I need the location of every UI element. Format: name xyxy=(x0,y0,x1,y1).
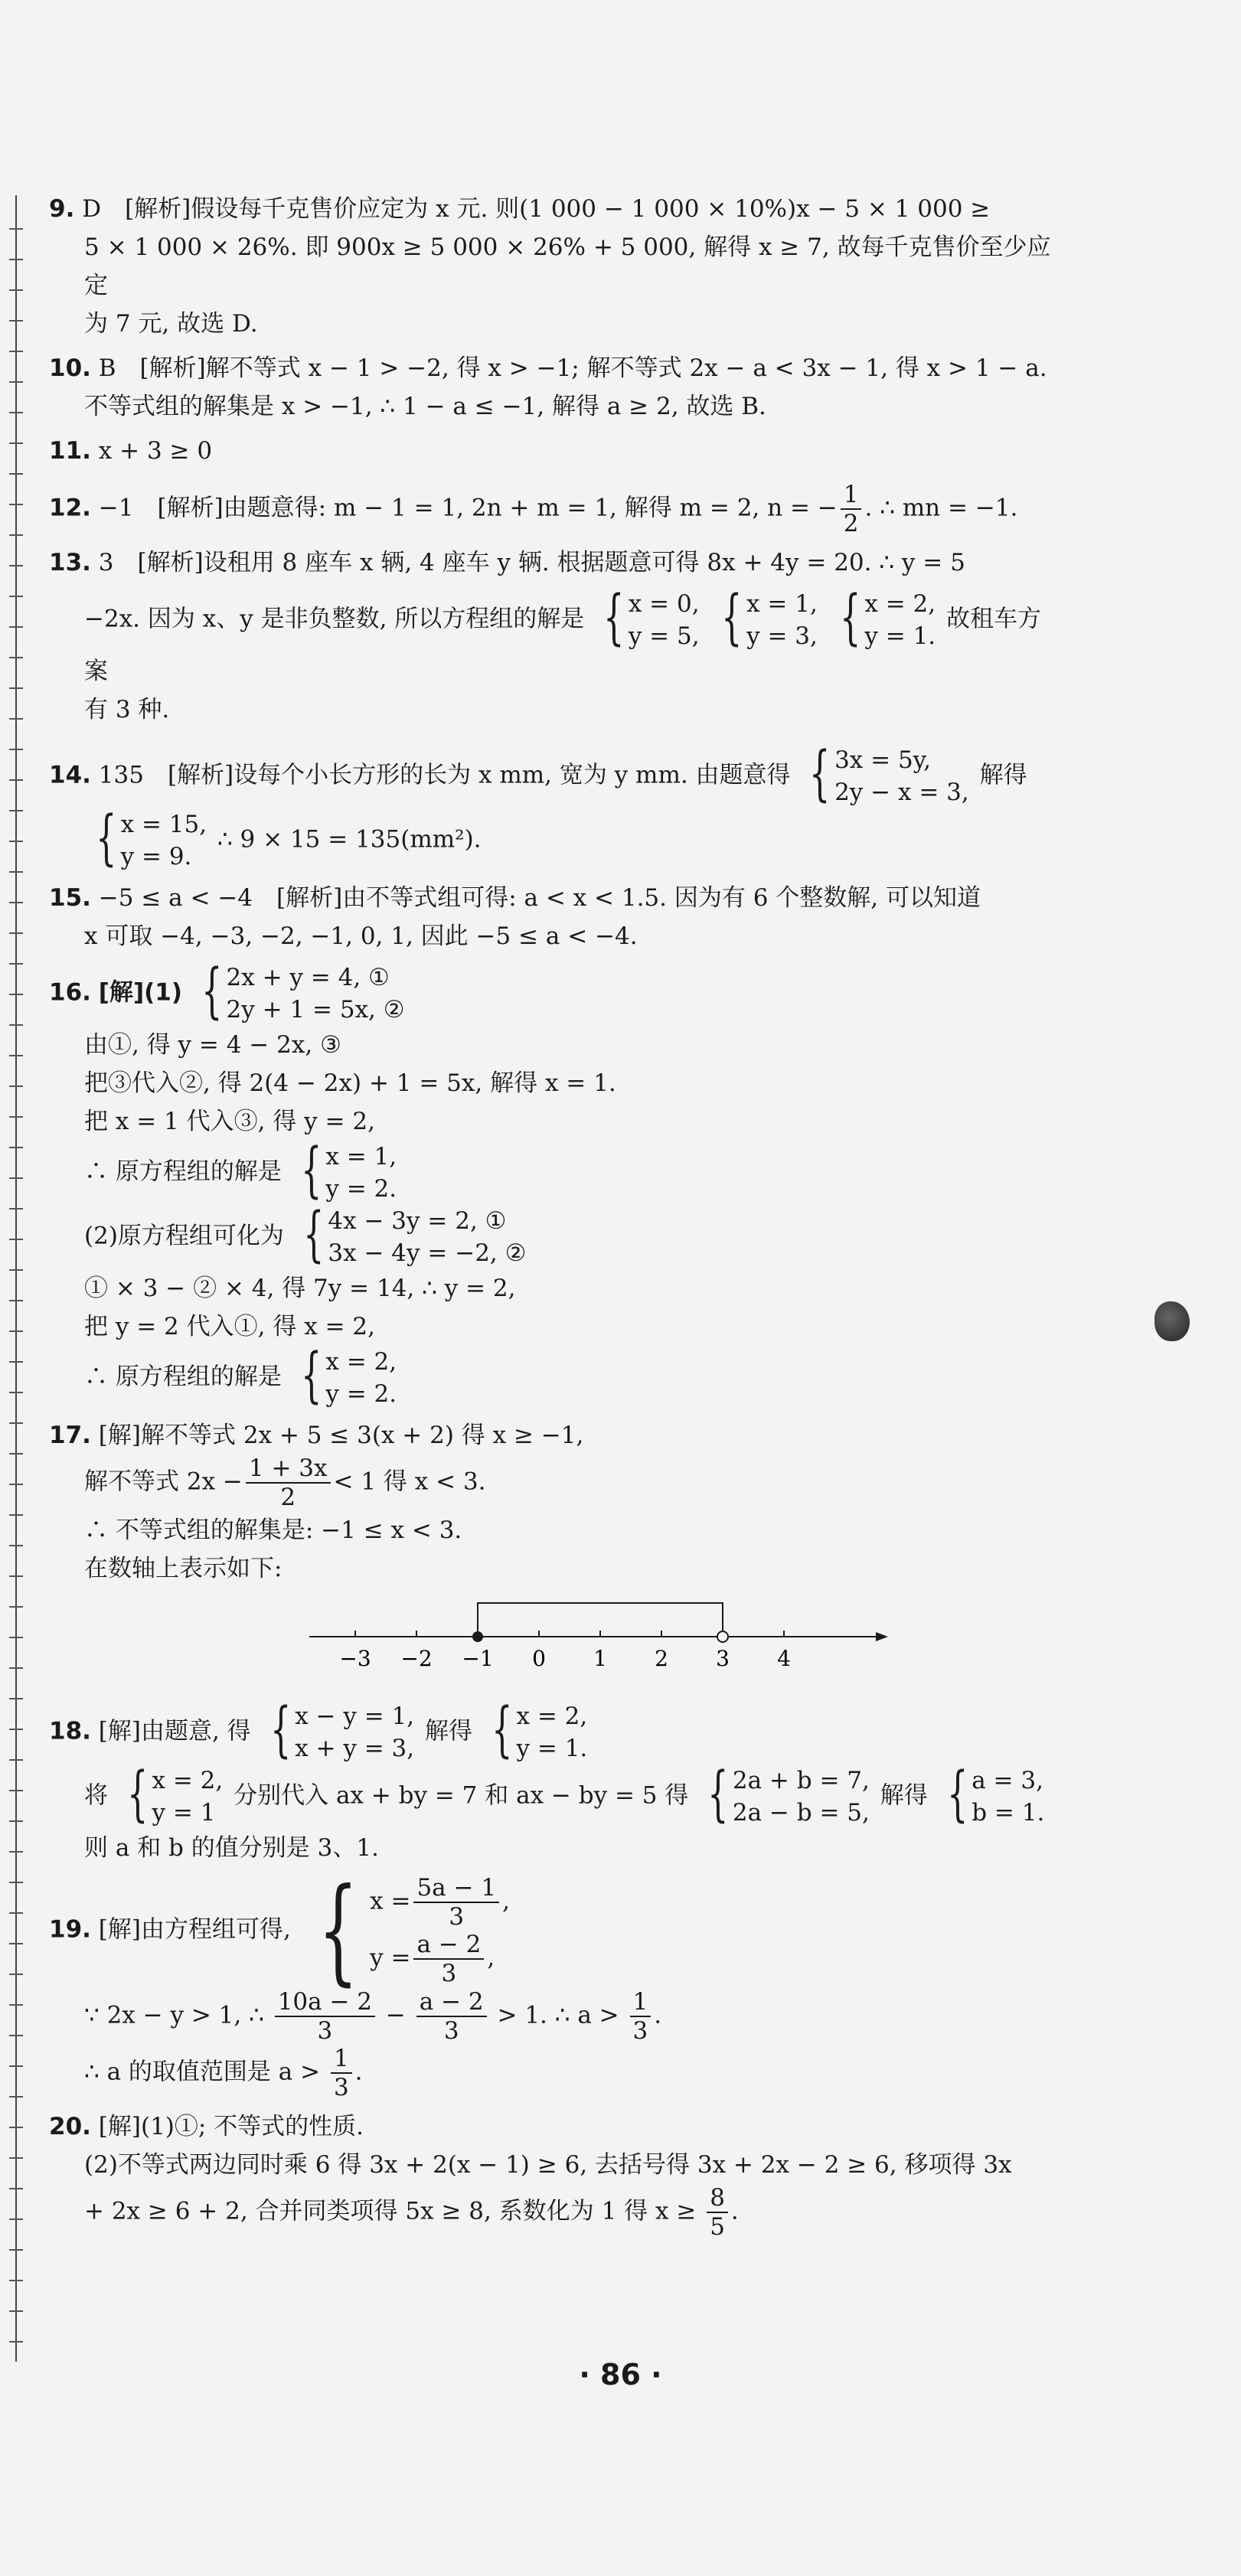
fraction: $\frac{1}{2}$ xyxy=(841,481,862,537)
equation-system: { 2x + y = 4, ① 2y + 1 = 5x, ② xyxy=(201,957,405,1026)
answer-19: 19. [解]由方程组可得, { x = $\frac{5a - 1}{3}$ , y = $\frac{a - 2}{3}$ , ∵ 2x − y > 1, ∴ $\frac{10a - 2}{3}$ − $\frac{a - 2}{3}$ > 1. ∴ a > $\frac{1}{3}$ . ∴ a 的取值范围是 a > $\frac{1}{3}$ . xyxy=(49,1864,662,2101)
number-line-tick-label: 4 xyxy=(777,1646,791,1671)
equation-system: { 4x − 3y = 2, ① 3x − 4y = −2, ② xyxy=(302,1200,527,1269)
equation-system: { x = $\frac{5a - 1}{3}$ , y = $\frac{a - 2}{3}$ , xyxy=(318,1864,510,1997)
answer-16: 16. [解](1) { 2x + y = 4, ① 2y + 1 = 5x, ② 由①, 得 y = 4 − 2x, ③ 把③代入②, 得 2(4 − 2x) + 1 = 5x, 解得 x = 1. 把 x = 1 代入③, 得 y = 2, ∴ 原方程组的解是 { x = 1, y = 2. (2)原方程组可化为 { 4x − 3y = 2, ① 3x − 4y = −2, ② ① × 3 − ② × 4, 得 7y = 14, ∴ y = 2, 把 y = 2 代入①, 得 x = 2, ∴ 原方程组的解是 { x = 2, y = 2. xyxy=(49,957,616,1410)
equation-system: { x − y = 1, x + y = 3, xyxy=(269,1696,415,1765)
equation-system: { x = 2, y = 1 xyxy=(127,1760,224,1829)
equation-system: { x = 0, y = 5, xyxy=(603,583,700,652)
answer-20: 20. [解](1)①; 不等式的性质. (2)不等式两边同时乘 6 得 3x + 2(x − 1) ≥ 6, 去括号得 3x + 2x − 2 ≥ 6, 移项得 3x + 2x ≥ 6 + 2, 合并同类项得 5x ≥ 8, 系数化为 1 得 x ≥ $\frac{8}{5}$ . xyxy=(49,2113,1012,2241)
equation-system: { x = 1, y = 2. xyxy=(300,1136,397,1205)
number-line-tick-label: −1 xyxy=(462,1646,494,1671)
ink-smudge xyxy=(1154,1301,1190,1341)
number-line xyxy=(309,1591,891,1683)
answer-11: 11. x + 3 ≥ 0 xyxy=(49,437,213,465)
equation-system: { x = 1, y = 3, xyxy=(721,583,818,652)
fraction: $\frac{1}{3}$ xyxy=(630,1988,652,2045)
closed-endpoint xyxy=(472,1631,483,1642)
answer-9: 9. D [解析]假设每千克售价应定为 x 元. 则(1 000 − 1 000 × 10%)x − 5 × 1 000 ≥ 5 × 1 000 × 26%. 即 900x ≥ 5 000 × 26% + 5 000, 解得 x ≥ 7, 故每千克售价至少应定 为 7 元, 故选 D. xyxy=(49,195,1051,338)
number-line-tick-label: 2 xyxy=(655,1646,668,1671)
equation-system: { x = 2, y = 1. xyxy=(492,1696,588,1765)
equation-system: { x = 15, y = 9. xyxy=(96,804,207,873)
binding-margin-ticks xyxy=(9,199,23,2358)
answer-18: 18. [解]由题意, 得 { x − y = 1, x + y = 3, 解得 { x = 2, y = 1. 将 { x = 2, y = 1 分别代入 ax + by = 7 和 ax − by = 5 得 { 2a + b = 7, 2a − b = 5, 解得 { a = 3, b = 1. 则 a 和 b 的值分别是 3、1. xyxy=(49,1696,1045,1862)
fraction: $\frac{a - 2}{3}$ xyxy=(413,1931,484,1987)
number-line-tick-label: 1 xyxy=(593,1646,607,1671)
answer-10: 10. B [解析]解不等式 x − 1 > −2, 得 x > −1; 解不等式 2x − a < 3x − 1, 得 x > 1 − a. 不等式组的解集是 x > −1, ∴ 1 − a ≤ −1, 解得 a ≥ 2, 故选 B. xyxy=(49,354,1047,420)
equation-system: { 3x = 5y, 2y − x = 3, xyxy=(809,739,969,808)
fraction: $\frac{10a - 2}{3}$ xyxy=(275,1988,375,2045)
equation-system: { x = 2, y = 1. xyxy=(839,583,936,652)
answer-14: 14. 135 [解析]设每个小长方形的长为 x mm, 宽为 y mm. 由题意得 { 3x = 5y, 2y − x = 3, 解得 { x = 15, y = 9. ∴ 9 × 15 = 135(mm²). xyxy=(49,739,1027,873)
answer-15: 15. −5 ≤ a < −4 [解析]由不等式组可得: a < x < 1.5. 因为有 6 个整数解, 可以知道 x 可取 −4, −3, −2, −1, 0, 1, 因此 −5 ≤ a < −4. xyxy=(49,884,981,950)
fraction: $\frac{8}{5}$ xyxy=(707,2184,728,2241)
answer-13: 13. 3 [解析]设租用 8 座车 x 辆, 4 座车 y 辆. 根据题意可得 8x + 4y = 20. ∴ y = 5 −2x. 因为 x、y 是非负整数, 所以方程组的解是 { x = 0, y = 5, { x = 1, y = 3, { x = 2, y = 1. 故租车方案 有 3 种. xyxy=(49,549,1042,723)
number-line-tick-label: 3 xyxy=(716,1646,730,1671)
equation-system: { x = 2, y = 2. xyxy=(300,1341,397,1410)
fraction: $\frac{a - 2}{3}$ xyxy=(416,1988,487,2045)
page-number: · 86 · xyxy=(579,2358,662,2392)
open-endpoint xyxy=(717,1631,728,1642)
number-line-tick-label: 0 xyxy=(532,1646,546,1671)
number-line-arrow xyxy=(876,1632,888,1641)
fraction: $\frac{1}{3}$ xyxy=(331,2045,352,2101)
answer-17: 17. [解]解不等式 2x + 5 ≤ 3(x + 2) 得 x ≥ −1, 解不等式 2x − $\frac{1 + 3x}{2}$ < 1 得 x < 3. ∴ 不等式组的解集是: −1 ≤ x < 3. 在数轴上表示如下: −3 −2 −1 0 1 2 3 4 xyxy=(49,1416,1060,1694)
equation-system: { 2a + b = 7, 2a − b = 5, xyxy=(707,1760,870,1829)
answer-12: 12. −1 [解析]由题意得: m − 1 = 1, 2n + m = 1, 解得 m = 2, n = − $\frac{1}{2}$ . ∴ mn = −1. xyxy=(49,481,1018,537)
fraction: $\frac{1 + 3x}{2}$ xyxy=(246,1455,331,1511)
equation-system: { a = 3, b = 1. xyxy=(946,1760,1045,1829)
number-line-tick-label: −3 xyxy=(339,1646,371,1671)
number-line-tick-label: −2 xyxy=(400,1646,433,1671)
fraction: $\frac{5a - 1}{3}$ xyxy=(413,1874,499,1931)
answers-content xyxy=(49,190,1060,2247)
